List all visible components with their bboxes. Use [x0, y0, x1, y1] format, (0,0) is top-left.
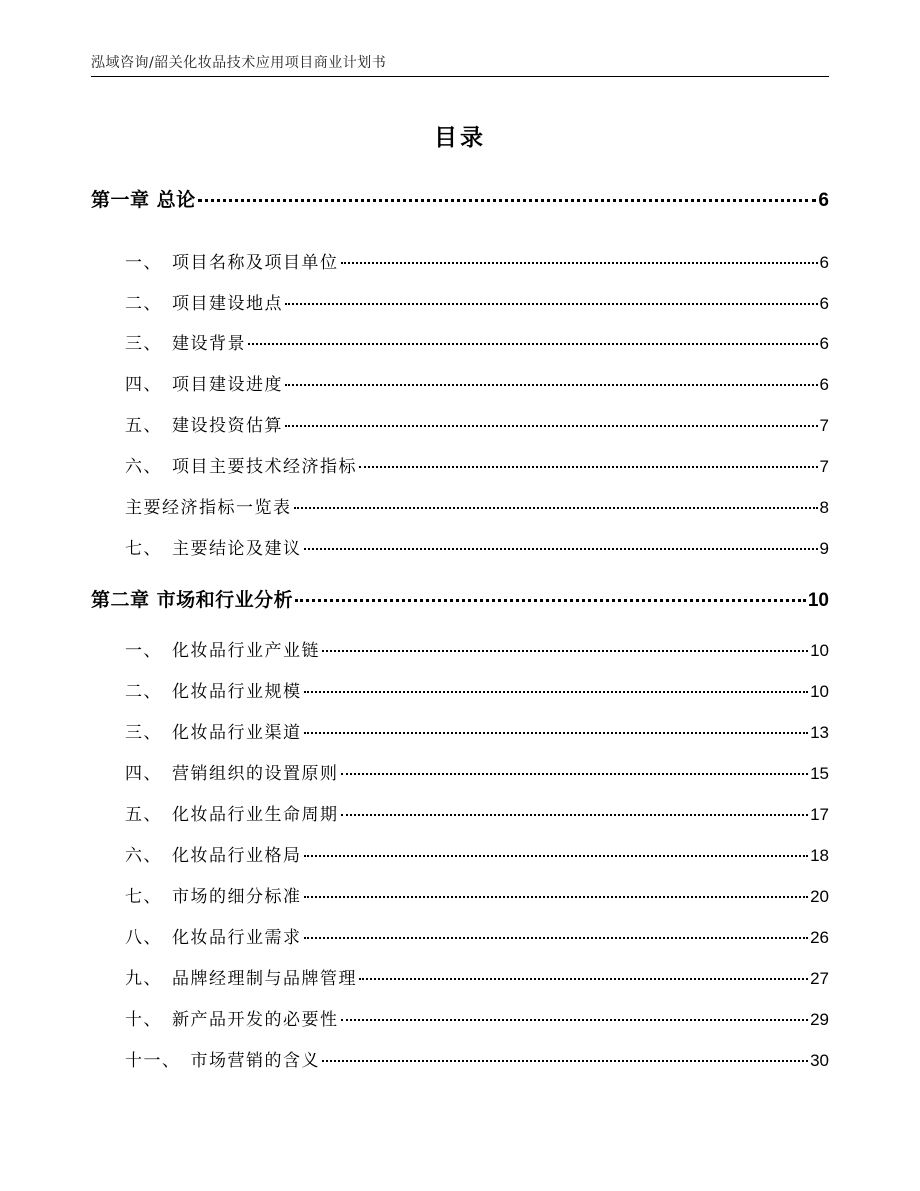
toc-page-number: 9 — [819, 539, 829, 558]
toc-entry-title: 十、 新产品开发的必要性 — [125, 1010, 339, 1030]
toc-entry-title: 四、 项目建设进度 — [125, 375, 283, 395]
dot-leader — [304, 937, 809, 939]
toc-section-entry[interactable] — [125, 882, 829, 907]
toc-page-number: 6 — [818, 190, 829, 211]
toc-entry-title: 三、 化妆品行业渠道 — [125, 723, 302, 743]
toc-page-number: 10 — [807, 590, 829, 611]
dot-leader — [322, 650, 808, 652]
toc-page-number: 20 — [810, 887, 829, 906]
toc-title: 目录 — [434, 125, 486, 151]
dot-leader — [304, 855, 809, 857]
toc-entry-title: 一、 化妆品行业产业链 — [125, 641, 320, 661]
toc-section-entry[interactable] — [125, 1046, 829, 1071]
toc-section-entry[interactable] — [125, 493, 829, 518]
toc-page-number: 6 — [819, 253, 829, 272]
dot-leader — [359, 466, 818, 468]
running-header: 泓域咨询/韶关化妆品技术应用项目商业计划书 — [91, 55, 387, 71]
dot-leader — [341, 773, 809, 775]
toc-page-number: 13 — [810, 723, 829, 742]
toc-section-entry[interactable] — [125, 329, 829, 354]
dot-leader — [341, 262, 818, 264]
toc-entry-title: 十一、 市场营销的含义 — [125, 1051, 320, 1071]
dot-leader — [295, 599, 806, 602]
toc-page-number: 8 — [819, 498, 829, 517]
dot-leader — [304, 896, 809, 898]
dot-leader — [294, 507, 818, 509]
toc-entry-title: 三、 建设背景 — [125, 334, 246, 354]
toc-entry-title: 七、 市场的细分标准 — [125, 887, 302, 907]
toc-entry-title: 二、 项目建设地点 — [125, 294, 283, 314]
toc-page-number: 6 — [819, 334, 829, 353]
table-of-contents — [91, 0, 829, 1191]
toc-section-entry[interactable] — [125, 923, 829, 948]
toc-chapter-entry[interactable] — [91, 585, 829, 612]
toc-section-entry[interactable] — [125, 411, 829, 436]
toc-page-number: 15 — [810, 764, 829, 783]
toc-section-entry[interactable] — [125, 677, 829, 702]
toc-page-number: 7 — [819, 416, 829, 435]
toc-page-number: 26 — [810, 928, 829, 947]
toc-page-number: 17 — [810, 805, 829, 824]
dot-leader — [304, 732, 809, 734]
toc-section-entry[interactable] — [125, 248, 829, 273]
dot-leader — [359, 978, 808, 980]
toc-entry-title: 六、 项目主要技术经济指标 — [125, 457, 357, 477]
toc-section-entry[interactable] — [125, 759, 829, 784]
toc-section-entry[interactable] — [125, 636, 829, 661]
toc-entry-title: 六、 化妆品行业格局 — [125, 846, 302, 866]
toc-entry-title: 四、 营销组织的设置原则 — [125, 764, 339, 784]
dot-leader — [248, 343, 818, 345]
toc-page-number: 18 — [810, 846, 829, 865]
toc-page-number: 10 — [810, 682, 829, 701]
toc-section-entry[interactable] — [125, 534, 829, 559]
toc-entry-title: 一、 项目名称及项目单位 — [125, 253, 339, 273]
dot-leader — [285, 303, 818, 305]
toc-section-entry[interactable] — [125, 718, 829, 743]
toc-section-entry[interactable] — [125, 800, 829, 825]
dot-leader — [341, 1019, 809, 1021]
toc-page-number: 7 — [819, 457, 829, 476]
toc-entry-title: 五、 化妆品行业生命周期 — [125, 805, 339, 825]
dot-leader — [304, 548, 818, 550]
toc-chapter-entry[interactable] — [91, 185, 829, 212]
toc-entry-title: 第二章 市场和行业分析 — [91, 589, 294, 611]
dot-leader — [198, 199, 817, 202]
toc-entry-title: 主要经济指标一览表 — [125, 498, 292, 518]
toc-entry-title: 九、 品牌经理制与品牌管理 — [125, 969, 357, 989]
dot-leader — [322, 1060, 808, 1062]
toc-entry-title: 第一章 总论 — [91, 189, 196, 211]
toc-section-entry[interactable] — [125, 1005, 829, 1030]
toc-page-number: 10 — [810, 641, 829, 660]
toc-entry-title: 八、 化妆品行业需求 — [125, 928, 302, 948]
toc-section-entry[interactable] — [125, 452, 829, 477]
toc-entry-title: 七、 主要结论及建议 — [125, 539, 302, 559]
toc-section-entry[interactable] — [125, 370, 829, 395]
toc-entry-title: 二、 化妆品行业规模 — [125, 682, 302, 702]
toc-page-number: 6 — [819, 375, 829, 394]
toc-entry-title: 五、 建设投资估算 — [125, 416, 283, 436]
dot-leader — [341, 814, 809, 816]
toc-page-number: 27 — [810, 969, 829, 988]
toc-section-entry[interactable] — [125, 289, 829, 314]
dot-leader — [285, 384, 818, 386]
toc-page-number: 30 — [810, 1051, 829, 1070]
toc-section-entry[interactable] — [125, 964, 829, 989]
toc-page-number: 6 — [819, 294, 829, 313]
dot-leader — [304, 691, 809, 693]
toc-section-entry[interactable] — [125, 841, 829, 866]
toc-page-number: 29 — [810, 1010, 829, 1029]
dot-leader — [285, 425, 818, 427]
